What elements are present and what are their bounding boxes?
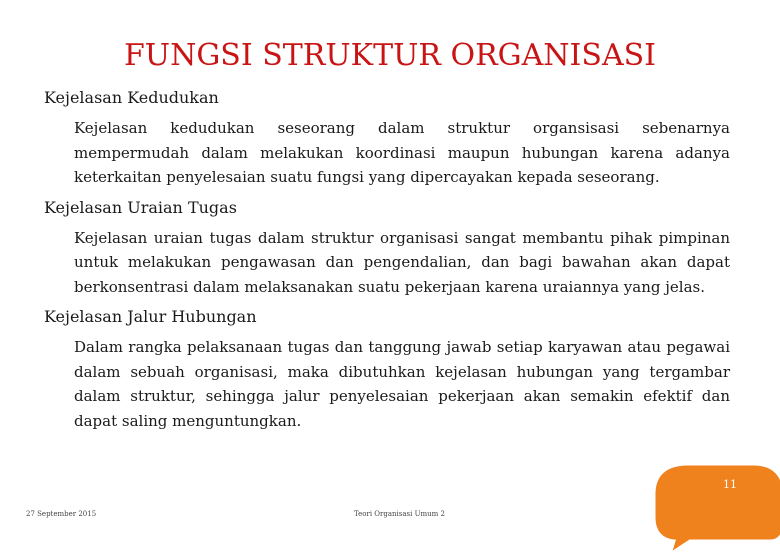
section-uraian-tugas (44, 196, 730, 300)
section-kedudukan (44, 86, 730, 190)
section-jalur-hubungan (44, 305, 730, 433)
page-number: 11 (723, 478, 737, 491)
footer-date: 27 September 2015 (26, 510, 97, 518)
section-body: Dalam rangka pelaksanaan tugas dan tanggung jawab setiap karyawan atau pegawai dalam sebuah organisasi, maka dibutuhkan kejelasan hubungan yang tergambar dalam struktur, sehingga jalur penyelesaian pekerjaan akan semakin efektif dan dapat saling menguntungkan. (74, 338, 730, 430)
slide-title: FUNGSI STRUKTUR ORGANISASI (123, 38, 657, 73)
section-heading: Kejelasan Jalur Hubungan (44, 307, 257, 326)
section-body: Kejelasan kedudukan seseorang dalam struktur organsisasi sebenarnya mempermudah dalam melakukan koordinasi maupun hubungan karena adanya keterkaitan penyelesaian suatu fungsi yang dipercayakan kepada seseorang. (74, 119, 730, 186)
footer-center-text: Teori Organisasi Umum 2 (354, 510, 445, 518)
section-body: Kejelasan uraian tugas dalam struktur organisasi sangat membantu pihak pimpinan untuk melakukan pengawasan dan pengendalian, dan bagi bawahan akan dapat berkonsentrasi dalam melaksanakan suatu pekerjaan karena uraiannya yang jelas. (74, 228, 730, 296)
slide-content (44, 86, 730, 439)
section-heading: Kejelasan Kedudukan (44, 88, 219, 107)
section-heading: Kejelasan Uraian Tugas (44, 197, 237, 217)
speech-bubble-icon (650, 460, 780, 556)
